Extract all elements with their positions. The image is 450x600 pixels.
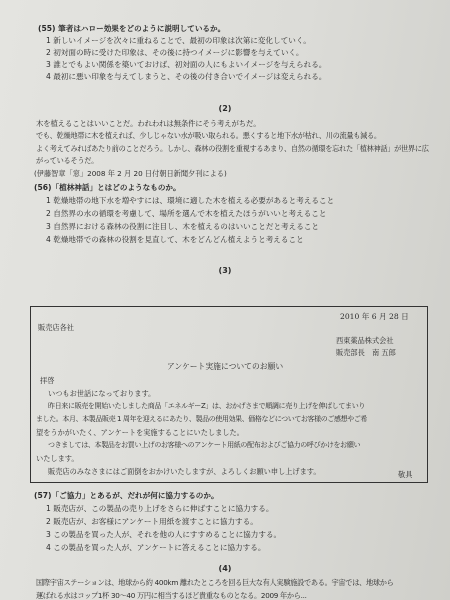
letter-body-7: 販売店のみなさまにはご面倒をおかけいたしますが、よろしくお願い申し上げます。 bbox=[48, 467, 321, 476]
letter-body-3: ました。本月、本製品販売 1 周年を迎えるにあたり、製品の使用効果、価格などについてお客様のご感想やご希 bbox=[36, 415, 367, 423]
section-3-heading: (3) bbox=[218, 266, 232, 275]
letter-opening: 拝啓 bbox=[40, 376, 55, 385]
section-2-line-1: 木を植えることはいいことだ。われわれは無条件にそう考えがちだ。 bbox=[36, 119, 261, 128]
letter-body-1: いつもお世話になっております。 bbox=[48, 389, 156, 398]
letter-body-6: いたします。 bbox=[36, 454, 79, 463]
q57-option-3[interactable]: 3 この製品を買った人が、それを他の人にすすめることに協力する。 bbox=[46, 530, 282, 539]
q56-title: (56)「植林神話」とはどのようなものか。 bbox=[34, 183, 181, 192]
letter-recipient: 販売店各社 bbox=[38, 323, 74, 332]
letter-body-4: 望をうかがいたく、アンケートを実施することにいたしました。 bbox=[36, 428, 244, 437]
section-2-citation: (伊藤智章「窓」2008 年 2 月 20 日付朝日新聞夕刊による) bbox=[34, 169, 227, 178]
q57-option-1[interactable]: 1 販売店が、この製品の売り上げをさらに伸ばすことに協力する。 bbox=[46, 504, 274, 513]
letter-closing: 敬具 bbox=[398, 470, 413, 479]
q56-option-1[interactable]: 1 乾燥地帯の地下水を増やすには、環境に適した木を植える必要があると考えること bbox=[46, 196, 335, 205]
section-4-line-1: 国際宇宙ステーションは、地球から約 400km 離れたところを回る巨大な有人実験施設である。宇宙では、地球から bbox=[36, 578, 394, 587]
letter-date: 2010 年 6 月 28 日 bbox=[340, 312, 409, 321]
q55-option-2[interactable]: 2 初対面の時に受けた印象は、その後に持つイメージに影響を与えていく。 bbox=[46, 48, 304, 57]
q55-option-3[interactable]: 3 誰とでもよい関係を築いておけば、初対面の人にもよいイメージを与えられる。 bbox=[46, 60, 327, 69]
q56-option-2[interactable]: 2 自然界の水の循環を考慮して、場所を選んで木を植えたほうがいいと考えること bbox=[46, 209, 327, 218]
letter-sender: 販売部長 南 五郎 bbox=[336, 348, 396, 357]
q55-option-4[interactable]: 4 最初に悪い印象を与えてしまうと、その後の付き合いでイメージは変えられる。 bbox=[46, 72, 327, 81]
q56-option-4[interactable]: 4 乾燥地帯での森林の役割を見直して、木をどんどん植えようと考えること bbox=[46, 235, 304, 244]
q57-title: (57)「ご協力」とあるが、だれが何に協力するのか。 bbox=[34, 491, 219, 500]
letter-body-2: 昨日来に販売を開始いたしました商品「エネルギーZ」は、おかげさまで順調に売り上げを伸ばしてまいり bbox=[48, 402, 365, 410]
letter-subject: アンケート実施についてのお願い bbox=[166, 362, 284, 371]
letter-body-5: つきましては、本製品をお買い上げのお客様へのアンケート用紙の配布およびご協力の呼びかけをお願い bbox=[48, 441, 361, 449]
section-2-line-2: でも、乾燥地帯に木を植えれば、少しじゃない水が吸い取られる。悪くすると地下水が枯れ、川の流量も減る。 bbox=[36, 131, 381, 140]
section-4-line-2: 運ばれる水はコップ1杯 30～40 万円に相当するほど貴重なものとなる。2009 年から... bbox=[36, 591, 307, 600]
q55-title: (55) 筆者はハロー効果をどのように説明しているか。 bbox=[38, 24, 226, 33]
letter-company: 西東薬品株式会社 bbox=[336, 336, 394, 345]
q57-option-2[interactable]: 2 販売店が、お客様にアンケート用紙を渡すことに協力する。 bbox=[46, 517, 258, 526]
q57-option-4[interactable]: 4 この製品を買った人が、アンケートに答えることに協力する。 bbox=[46, 543, 266, 552]
q55-option-1[interactable]: 1 新しいイメージを次々に重ねることで、最初の印象は次第に変化していく。 bbox=[46, 36, 311, 45]
section-2-heading: (2) bbox=[218, 104, 232, 113]
section-2-line-3: よく考えてみればあたり前のことだろう。しかし、森林の役割を重視するあまり、自然の循環を忘れた「植林神話」が世界に広がっているそうだ。 bbox=[36, 144, 429, 165]
section-4-heading: (4) bbox=[218, 564, 232, 573]
q56-option-3[interactable]: 3 自然界における森林の役割に注目し、木を植えるのはいいことだと考えること bbox=[46, 222, 320, 231]
